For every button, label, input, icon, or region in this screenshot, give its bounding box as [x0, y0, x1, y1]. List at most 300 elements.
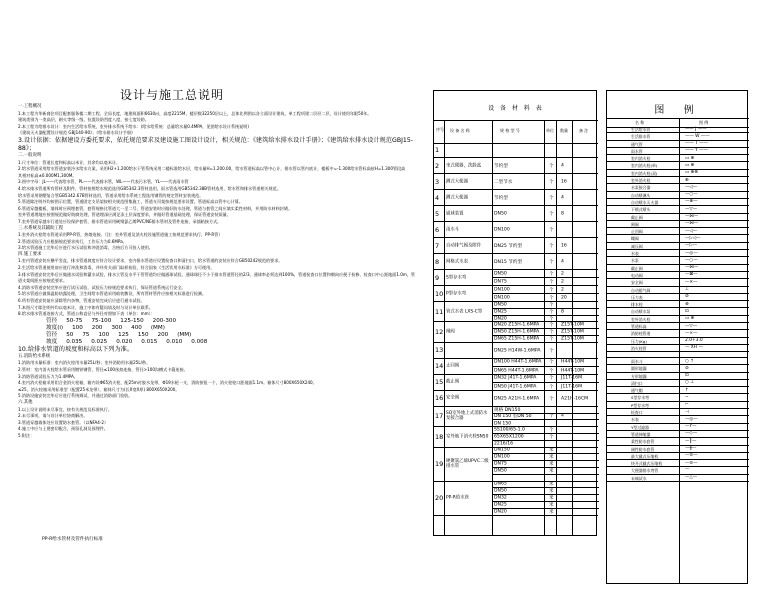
spec-unit: 个	[549, 323, 554, 329]
spec-line	[493, 434, 599, 441]
spec-unit: 个	[549, 376, 554, 382]
legend-label: 减压阀	[631, 243, 643, 249]
spec-unit: 米	[549, 468, 554, 474]
note-line: 2.未尽事项，请与设计单位协商解决。	[18, 413, 88, 419]
table-row	[434, 391, 598, 407]
row-number: 8	[435, 257, 440, 266]
spec-model: DN150	[494, 447, 510, 453]
legend-item	[607, 214, 749, 221]
spec-line	[493, 286, 599, 294]
legend-symbol-icon: —— T ——	[685, 141, 709, 147]
spec-model: DN20	[494, 509, 507, 515]
row-number: 1	[435, 145, 440, 154]
legend-symbol-icon: —— Y ——	[685, 148, 709, 154]
spec-line	[493, 174, 599, 190]
spec-unit: 个	[549, 280, 554, 285]
legend-symbol-icon: —⊗—	[685, 199, 698, 205]
legend-label: 自动喷淋头	[631, 192, 651, 198]
legend-box	[606, 90, 748, 358]
pipe-table-cell: 管径	[46, 317, 58, 324]
spec-line	[493, 278, 599, 286]
spec-model: DN50	[494, 271, 507, 276]
legend-item	[607, 294, 749, 301]
legend-item	[607, 206, 749, 213]
spec-line	[493, 158, 599, 174]
legend-symbol-icon: —≡—	[685, 453, 698, 459]
spec-line	[493, 302, 599, 309]
equipment-table-title: 设 备 材 料 表	[488, 105, 544, 112]
table-row	[434, 286, 598, 302]
note-line: 室外管道埋地应按照规范做好防腐处理，管道埋深应满足冻土层深度要求，并做好管道基础处理，保证管道安装质量。	[18, 212, 231, 218]
legend-label: 安全阀	[631, 280, 643, 286]
legend-item	[607, 475, 749, 482]
note-line: 1.尺寸单位：管道长度和标高以米计，其余均以毫米计。	[18, 159, 121, 165]
row-number: 18	[435, 432, 444, 441]
spec-qty: 4	[561, 259, 564, 265]
legend-symbol-icon: —◁—	[685, 228, 698, 234]
note-line: 3.图中字母：JL——代表给水管，PL——代表排水管，WL——代表污水管，YL——代表雨水管	[18, 179, 189, 185]
row-number: 11	[435, 307, 444, 316]
pipe-table-cell: 0.025	[91, 338, 108, 345]
table-row	[434, 174, 598, 190]
equipment-name: PP-R给水管	[446, 495, 470, 501]
spec-unit: 个	[549, 434, 554, 440]
legend-item	[607, 301, 749, 308]
spec-line	[493, 391, 599, 407]
legend-label: 室内消火栓(单)	[631, 163, 658, 169]
spec-model: DN50	[494, 302, 507, 308]
spec-qty: 20	[561, 295, 567, 301]
pipe-table-cell: 100	[72, 324, 83, 331]
legend-item	[607, 345, 749, 352]
legend-label: 大便器排水弯管	[631, 468, 659, 474]
table-row	[434, 158, 598, 174]
legend-symbol-icon: ⌒	[685, 468, 690, 474]
spec-model: DN100 H44T-1.6MPA	[494, 359, 542, 365]
equipment-table-body	[434, 142, 598, 516]
legend-item	[607, 438, 749, 445]
legend-item	[607, 387, 749, 394]
legend-label: 刚性防水套管	[631, 446, 655, 452]
legend-symbol-icon: —✕—	[685, 279, 698, 285]
row-number: 15	[435, 378, 444, 387]
spec-line	[493, 420, 599, 427]
legend-item	[607, 380, 749, 387]
spec-model: DN75	[494, 461, 507, 467]
note-line: 五.消防给水系统	[18, 353, 51, 359]
legend-symbol-icon: ⊘	[685, 294, 689, 300]
note-line: 6.所有管道安装前应清除管内杂物，管道安装完成后应进行通水试验。	[18, 298, 145, 304]
spec-unit: 个	[549, 196, 554, 201]
spec-model: 二型节水	[494, 180, 513, 185]
legend-label: 水泵接合器	[631, 185, 651, 191]
legend-item	[607, 330, 749, 337]
legend-label: 压力(Kg)	[631, 338, 647, 344]
spec-line	[493, 454, 599, 461]
legend-item	[607, 133, 749, 140]
legend-item	[607, 177, 749, 184]
legend-label: 圆形地漏	[631, 366, 647, 372]
note-line: 3.设计依据：依据建设方委托要求，依托规范要求及建设施工图设计设计，相关规范：《建筑给水排水设计手册》；《建筑给水排水设计规范GBJ15-88》；	[18, 136, 414, 152]
note-line: 6.管道穿越楼板、墙体时应预埋套管，套管规格比管道大一至二号，管道安装时应做好防水处理，管道与套管之间应填实柔性材料，并用防水材料封堵。	[18, 205, 293, 211]
pipe-table-row	[18, 339, 418, 346]
header-qty: 数量	[560, 128, 568, 133]
spec-qty: 4	[561, 195, 564, 201]
spec-model: DN100	[494, 287, 510, 292]
spec-model: DN32 J41T-1.6MPA	[494, 375, 537, 381]
note-line: 3.消防管道试验压力为1.4MPA。	[18, 373, 78, 379]
spec-qty: H44T-10M	[561, 359, 585, 365]
legend-item	[607, 170, 749, 177]
spec-model: DN65 Z15H-1.6MPA	[494, 336, 540, 342]
legend-label: 自动喷水灭火器	[631, 199, 659, 205]
legend-item	[607, 257, 749, 264]
footer-note: PP-R给水管材及管件执行标准	[42, 537, 103, 542]
spec-model: DN100	[494, 295, 510, 301]
spec-model: 规格 DN150	[494, 407, 521, 413]
legend-symbol-icon: —— J ——	[685, 126, 707, 132]
spec-unit: 个	[549, 384, 554, 390]
legend-label: 水泵	[631, 258, 639, 264]
legend-label: 排水栓	[631, 302, 643, 308]
legend-label: S型存水弯	[631, 395, 650, 401]
note-line: 10.给排水管道的坡度和标高以下列为准。	[18, 345, 134, 353]
note-line: 4.给水排水管道所有管材及附件，管材按照给水规范选用GB5342.3管材选用，雨水管选用GB5342.38B管材选用，给水管和排水管道相关规范。	[18, 185, 281, 191]
spec-line	[493, 359, 599, 367]
pipe-table-cell: 125	[118, 331, 129, 338]
legend-label: 闸阀	[631, 221, 639, 227]
note-line: 5.管道除注明外均按图示位置，管道固定支吊架按相关规范图集施工，管道支吊架按规范要求设置，管道标高以管中心计算。	[18, 199, 243, 205]
spec-qty: 4	[561, 413, 564, 419]
legend-label: 截止阀	[631, 214, 643, 220]
spec-model: DN50	[494, 211, 507, 217]
legend-item	[607, 235, 749, 242]
equipment-name: 网格式水表	[446, 259, 468, 264]
spec-line	[493, 448, 599, 455]
legend-label: 截止阀	[631, 265, 643, 271]
pipe-table-cell: 125-150	[120, 317, 144, 324]
spec-unit: 个	[549, 330, 554, 336]
table-row	[434, 238, 598, 254]
row-number: 13	[435, 346, 444, 355]
equipment-name: 蹲式大便器	[446, 179, 468, 184]
spec-qty: H44T-10M	[561, 368, 585, 374]
spec-qty: 16	[561, 179, 567, 185]
header-remark: 备 注	[579, 128, 589, 133]
spec-model: DN50 Z15H-1.6MPA	[494, 329, 540, 335]
spec-line	[493, 367, 599, 375]
pipe-table-row	[18, 325, 418, 332]
legend-label: 止回阀	[631, 229, 643, 235]
legend-label: 蝶阀	[631, 236, 639, 242]
legend-label: 室内消火栓(双)	[631, 170, 658, 176]
spec-line	[493, 461, 599, 468]
spec-line	[493, 294, 599, 302]
spec-line	[493, 316, 599, 323]
note-line: 3.给水管道施工完毕后应进行水压试验和冲洗消毒，合格后方可投入使用。	[18, 245, 153, 251]
note-line: 5.给水管道应做保温防结露处理，卫生间给水管道采用暗装敷设，所有管材管件应按相关标准进行检测。	[18, 291, 207, 297]
legend-item	[607, 228, 749, 235]
spec-qty: 16	[561, 243, 567, 249]
legend-item	[607, 272, 749, 279]
header-model: 规 格 型 号	[500, 128, 520, 133]
legend-label: 室内消火栓	[631, 156, 651, 162]
spec-unit: 米	[549, 496, 554, 502]
row-number: 3	[435, 177, 440, 186]
spec-line	[493, 142, 599, 158]
spec-qty: 8	[561, 309, 564, 315]
legend-label: 通气帽	[631, 388, 643, 394]
equipment-name: 通球装置	[446, 211, 464, 216]
legend-item	[607, 287, 749, 294]
equipment-name: 硬聚氯乙烯UPVC二级排水管	[446, 459, 489, 470]
pipe-table-cell: 0.008	[191, 338, 208, 345]
equipment-name: 安全阀	[446, 395, 460, 401]
spec-line	[493, 488, 599, 495]
legend-item	[607, 221, 749, 228]
equipment-name: S型存水弯	[446, 275, 467, 280]
legend-label: 管道标高	[631, 324, 647, 330]
spec-qty: 2	[561, 271, 564, 276]
spec-unit: 个	[549, 228, 554, 233]
note-line: 4.室内消火栓箱采用铝合金消火栓箱，箱内设Φ65消火栓，配25m衬胶水龙带，Φ19水枪一支，消防按钮一个，消火栓栓口距地面1.1m。箱体尺寸800X650X240。	[18, 380, 317, 386]
spec-model: 65X65X1200	[494, 434, 524, 440]
legend-header-name: 名 称	[635, 120, 645, 125]
legend-label: 水表	[631, 251, 639, 257]
legend-title: 图 例	[654, 105, 702, 116]
pipe-table-cell: 坡度(i)	[46, 324, 64, 331]
legend-label: 压力表	[631, 294, 643, 300]
equipment-name: 坐式便器，洗脸盆	[446, 163, 482, 168]
pipe-table-cell: 0.010	[166, 338, 183, 345]
note-line: 给水管采用钢塑复合管GB5342.67B管材选用，管道采用给水系统工程选用钢管的规定管材安装规范。	[18, 192, 204, 198]
spec-model: DN100	[494, 454, 510, 460]
legend-box-continued	[606, 358, 748, 584]
legend-item	[607, 126, 749, 133]
legend-item	[607, 162, 749, 169]
table-row	[434, 322, 598, 342]
spec-model: DN100	[494, 227, 510, 233]
spec-line	[493, 427, 599, 434]
spec-line	[493, 336, 599, 343]
spec-unit: 个	[549, 244, 554, 249]
legend-symbol-icon: —▽—	[685, 323, 698, 329]
spec-line	[493, 502, 599, 509]
spec-model: 2216/16	[494, 441, 514, 447]
table-row	[434, 343, 598, 359]
equipment-name: 管式水表 LXS-C型	[446, 309, 483, 315]
equipment-name: 雨水斗	[446, 227, 460, 232]
legend-symbol-icon: —◁—	[685, 184, 698, 190]
legend-symbol-icon: ⊥	[685, 287, 689, 293]
spec-model: DN25 A21H-1.6MPA	[494, 396, 540, 402]
note-line: 1.本工程为华新商住项目配套服务楼二期工程，全局长度，地建筑面积6630㎡，高度2215M，楼层数32250层以上，总体比例图以各立面设计建筑，单工程项建二层层二层，设计使用年限50年。	[18, 110, 372, 116]
spec-qty: A21H-16CM	[561, 396, 589, 402]
row-number: 4	[435, 193, 440, 202]
spec-line	[493, 468, 599, 475]
legend-symbol-icon: ∽	[685, 394, 689, 400]
pipe-table-cell: 150	[137, 331, 149, 338]
legend-symbol-icon: 2.0+3.0	[685, 338, 703, 344]
pipe-table-cell: 300	[111, 324, 123, 331]
row-number: 20	[435, 494, 444, 503]
note-line: 《建筑灭火器配置设计规范 GBJ140-90》；《给水排水设计手册》	[18, 130, 136, 136]
equipment-name: SQ室外地上式消防水泵接合器	[446, 411, 488, 422]
spec-unit: 米	[549, 462, 554, 468]
spec-unit: 个	[549, 348, 554, 354]
legend-item	[607, 265, 749, 272]
legend-symbol-icon: ⊡	[685, 373, 689, 379]
legend-label: 雨水管	[631, 148, 643, 154]
spec-line	[493, 375, 599, 383]
spec-qty: Z15T-10M	[561, 322, 584, 328]
legend-symbol-icon: ⊣	[685, 409, 689, 415]
row-number: 14	[435, 362, 444, 371]
spec-line	[493, 329, 599, 336]
spec-unit: 个	[549, 296, 554, 301]
pipe-table-cell: 100	[98, 331, 110, 338]
legend-symbol-icon: —◎—	[685, 416, 698, 422]
spec-model: DN20	[494, 316, 507, 322]
legend-symbol-icon: —≡—	[685, 460, 698, 466]
legend-label: 生活给水管	[631, 127, 651, 132]
spec-unit: 米	[549, 489, 554, 495]
legend-symbol-icon: —○—	[685, 192, 698, 198]
row-number: 17	[435, 412, 444, 421]
legend-item	[607, 323, 749, 330]
spec-line	[493, 414, 599, 421]
note-line: 3.管道穿越墙体处应设置防水套管。（以NFA4-2）	[18, 419, 109, 425]
header-unit: 单位	[546, 128, 554, 133]
legend-symbol-icon: ⊘	[685, 365, 689, 371]
spec-model: DN 150 室DN 50	[494, 414, 532, 420]
legend-symbol-icon: ▭ ⊕	[685, 162, 695, 168]
spec-model: DN50 J41T-1.6MPA	[494, 384, 537, 390]
legend-symbol-icon: — XH —	[685, 345, 703, 351]
spec-line	[493, 383, 599, 391]
legend-symbol-icon: —⋈—	[685, 214, 699, 220]
legend-item	[607, 141, 749, 148]
legend-symbol-icon: —◇—	[685, 431, 698, 437]
legend-symbol-icon: —— W ——	[685, 133, 710, 139]
spec-line	[493, 495, 599, 502]
spec-line	[493, 475, 599, 482]
legend-label: Y型过滤器	[631, 424, 649, 430]
spec-model: 节约型	[494, 196, 508, 201]
legend-label: 清扫口	[631, 380, 643, 386]
spec-line	[493, 309, 599, 316]
spec-unit: 个	[549, 316, 554, 322]
note-line: 3.排水管道安装完毕后应做通水试验和灌水试验，排水立管及水平干管管道均应做通球试验，通球球径不小于排水管道管径的2/3，通球率必须达到100%，管道检查口位置和朝向应便于检修，检查口中心距地面1.0m，管道支架间距应按规范要求。	[18, 271, 416, 284]
spec-line	[493, 343, 599, 359]
legend-symbol-icon: ○ ↑	[685, 358, 694, 364]
legend-symbol-icon: ⊗	[685, 301, 689, 307]
spec-unit: 个	[549, 164, 554, 169]
row-number: 12	[435, 328, 444, 337]
row-number: 19	[435, 460, 444, 469]
row-number: 16	[435, 394, 444, 403]
legend-label: 自动排气阀	[631, 287, 651, 293]
table-row	[434, 448, 598, 482]
equipment-name: P型存水弯	[446, 291, 467, 296]
legend-symbol-icon: —▽—	[685, 206, 698, 212]
design-notes	[18, 104, 418, 440]
pipe-table-cell: 坡度	[46, 338, 58, 345]
spec-line	[493, 270, 599, 278]
pipe-table-cell: 0.035	[66, 338, 83, 345]
spec-line	[493, 238, 599, 254]
legend-label: 雨水斗	[631, 359, 643, 364]
table-row	[434, 270, 598, 286]
legend-item	[607, 308, 749, 315]
legend-list-2	[607, 358, 749, 482]
table-row	[434, 407, 598, 427]
legend-header-symbol: 图 例	[699, 120, 709, 125]
pipe-table-cell: 200	[157, 331, 169, 338]
spec-unit: 个	[549, 302, 554, 308]
row-number: 7	[435, 241, 440, 250]
spec-qty: 2	[561, 287, 564, 292]
spec-qty: 4	[561, 163, 564, 169]
legend-item	[607, 184, 749, 191]
legend-item	[607, 446, 749, 453]
spec-unit: 个	[549, 212, 554, 217]
equipment-name: 闸阀	[446, 329, 455, 335]
note-line: 一.工程概况	[18, 104, 42, 109]
pipe-table-cell: 50-75	[66, 317, 83, 324]
spec-unit: 个	[549, 396, 554, 402]
note-line: 四.施工要求	[18, 251, 42, 257]
legend-item	[607, 460, 749, 467]
spec-unit: 个	[549, 368, 554, 374]
spec-model: SS100/65-1.0	[494, 427, 525, 433]
legend-item	[607, 358, 749, 365]
row-number: 10	[435, 289, 444, 298]
legend-label: 消防栓管道	[631, 331, 651, 337]
note-line: 7.室外管道穿越车行道处应设保护套管，排水管道采用硬聚氯乙烯PVC/NE排水管材及管件连接，承插粘接方式。	[18, 218, 222, 224]
legend-item	[607, 365, 749, 372]
note-line: 8.给水排水管道连接方式，管道公称直径与外径对照如下表（单位：mm）：	[18, 311, 155, 317]
pipe-table-cell: 400	[131, 324, 142, 331]
table-row	[434, 254, 598, 270]
legend-label: 管道伸缩器	[631, 431, 651, 437]
spec-model: DN32	[494, 495, 507, 501]
pipe-table-cell: 200	[91, 324, 103, 331]
legend-label: 室外消火栓	[631, 316, 651, 322]
spec-unit: 个	[549, 260, 554, 265]
page-title: 设计与施工总说明	[120, 88, 225, 102]
spec-unit: 米	[549, 455, 554, 461]
legend-label: 柔性防水套管	[631, 439, 655, 445]
note-line: 2.管道试验压力应根据规范要求执行，工作压力为0.6MPa。	[18, 238, 127, 244]
legend-label: 生活排水管	[631, 134, 651, 140]
pipe-table-cell: 200-300	[152, 317, 177, 324]
spec-model: DN25 节约型	[494, 244, 523, 249]
legend-symbol-icon: ▭ ⊕	[685, 155, 695, 161]
pipe-table-row	[18, 332, 418, 339]
legend-item	[607, 192, 749, 199]
spec-model: DN50	[494, 488, 507, 494]
spec-model: DN75	[494, 279, 507, 285]
legend-item	[607, 467, 749, 474]
legend-label: 下喷式喷头	[631, 207, 651, 213]
legend-item	[607, 279, 749, 286]
legend-item	[607, 243, 749, 250]
spec-line	[493, 190, 599, 206]
legend-symbol-icon: ▭ ⊕⊕	[685, 170, 698, 176]
equipment-name: 自动排气阀及附件	[446, 243, 482, 248]
pipe-table-cell: (MM)	[177, 331, 192, 338]
